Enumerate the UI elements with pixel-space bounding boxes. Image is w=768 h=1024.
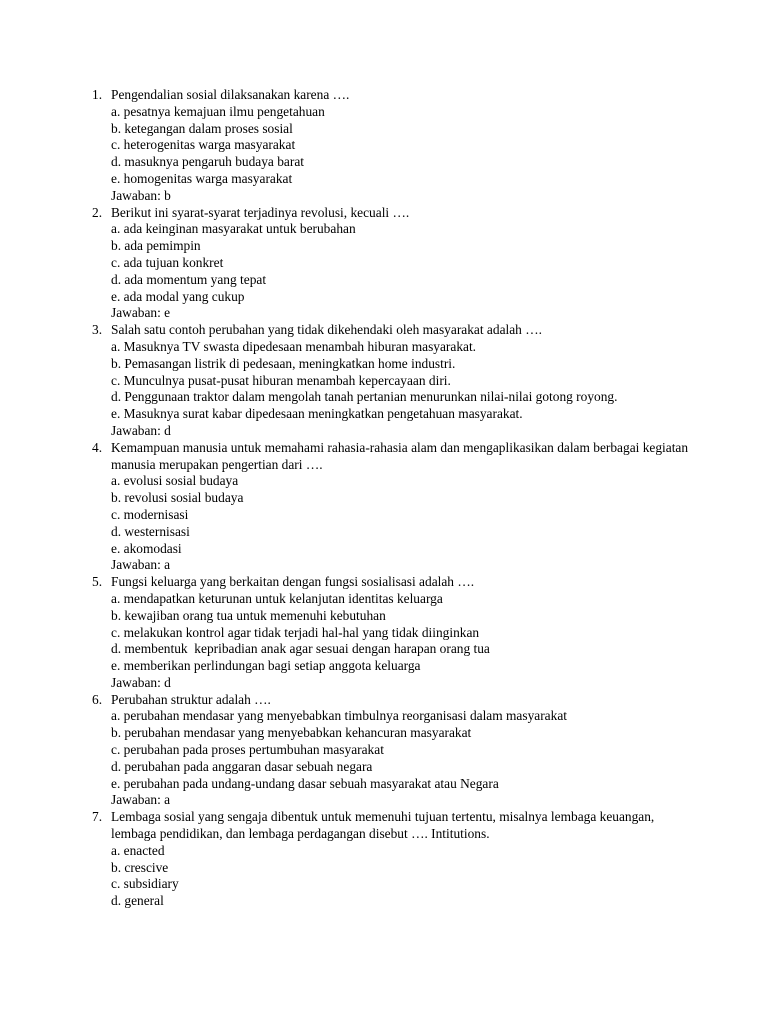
answer-option: b. ketegangan dalam proses sosial: [111, 120, 293, 136]
answer-key: Jawaban: d: [111, 674, 171, 690]
answer-option: d. westernisasi: [111, 523, 190, 539]
question-item: [92, 205, 692, 323]
answer-option: c. Munculnya pusat-pusat hiburan menambah kepercayaan diri.: [111, 372, 451, 388]
question-number: 4.: [92, 439, 103, 455]
answer-key: Jawaban: a: [111, 792, 171, 808]
question-item: [92, 322, 692, 440]
question-list: [92, 87, 692, 910]
answer-option: d. perubahan pada anggaran dasar sebuah negara: [111, 758, 373, 774]
answer-key: Jawaban: a: [111, 557, 171, 573]
answer-option: e. akomodasi: [111, 540, 182, 556]
answer-key: Jawaban: e: [111, 305, 171, 321]
answer-option: a. pesatnya kemajuan ilmu pengetahuan: [111, 103, 325, 119]
answer-option: b. kewajiban orang tua untuk memenuhi kebutuhan: [111, 607, 386, 623]
question-text: Berikut ini syarat-syarat terjadinya revolusi, kecuali ….: [111, 204, 410, 220]
answer-option: a. evolusi sosial budaya: [111, 473, 239, 489]
answer-option: e. memberikan perlindungan bagi setiap anggota keluarga: [111, 658, 421, 674]
question-number: 3.: [92, 322, 103, 338]
answer-option: c. subsidiary: [111, 876, 179, 892]
answer-option: d. ada momentum yang tepat: [111, 271, 267, 287]
question-number: 2.: [92, 204, 103, 220]
answer-option: b. Pemasangan listrik di pedesaan, meningkatkan home industri.: [111, 355, 456, 371]
question-item: [92, 692, 692, 810]
answer-option: c. perubahan pada proses pertumbuhan masyarakat: [111, 742, 384, 758]
question-item: [92, 440, 692, 574]
question-number: 1.: [92, 87, 103, 102]
answer-option: b. ada pemimpin: [111, 238, 201, 254]
question-text: Salah satu contoh perubahan yang tidak dikehendaki oleh masyarakat adalah ….: [111, 322, 542, 338]
answer-option: b. perubahan mendasar yang menyebabkan kehancuran masyarakat: [111, 725, 472, 741]
question-text: Lembaga sosial yang sengaja dibentuk untuk memenuhi tujuan tertentu, misalnya lembaga keuangan, lembaga pendidikan, dan lembaga perdagangan disebut …. Intitutions.: [111, 809, 655, 842]
question-text: Fungsi keluarga yang berkaitan dengan fungsi sosialisasi adalah ….: [111, 574, 475, 590]
answer-option: e. ada modal yang cukup: [111, 288, 245, 304]
answer-option: b. revolusi sosial budaya: [111, 490, 244, 506]
question-number: 5.: [92, 574, 103, 590]
answer-option: c. modernisasi: [111, 506, 189, 522]
question-text: Perubahan struktur adalah ….: [111, 691, 271, 707]
question-text: Kemampuan manusia untuk memahami rahasia-rahasia alam dan mengaplikasikan dalam berbagai kegiatan manusia merupakan pengertian dari ….: [111, 439, 689, 472]
question-item: [92, 87, 692, 205]
question-number: 7.: [92, 809, 103, 825]
answer-option: c. heterogenitas warga masyarakat: [111, 137, 296, 153]
answer-option: d. Penggunaan traktor dalam mengolah tanah pertanian menurunkan nilai-nilai gotong royong.: [111, 389, 618, 405]
question-number: 6.: [92, 691, 103, 707]
question-item: [92, 574, 692, 692]
answer-option: a. enacted: [111, 842, 165, 858]
answer-option: d. general: [111, 893, 164, 909]
question-text: Pengendalian sosial dilaksanakan karena ….: [111, 87, 350, 102]
answer-key: Jawaban: d: [111, 422, 171, 438]
answer-option: c. melakukan kontrol agar tidak terjadi hal-hal yang tidak diinginkan: [111, 624, 480, 640]
answer-option: a. ada keinginan masyarakat untuk berubahan: [111, 221, 356, 237]
answer-option: d. masuknya pengaruh budaya barat: [111, 154, 304, 170]
answer-key: Jawaban: b: [111, 187, 171, 203]
answer-option: e. homogenitas warga masyarakat: [111, 170, 293, 186]
answer-option: a. Masuknya TV swasta dipedesaan menambah hiburan masyarakat.: [111, 338, 477, 354]
answer-option: d. membentuk kepribadian anak agar sesuai dengan harapan orang tua: [111, 641, 490, 657]
answer-option: a. mendapatkan keturunan untuk kelanjutan identitas keluarga: [111, 590, 443, 606]
answer-option: b. crescive: [111, 859, 169, 875]
answer-option: e. perubahan pada undang-undang dasar sebuah masyarakat atau Negara: [111, 775, 499, 791]
question-item: [92, 809, 692, 910]
answer-option: a. perubahan mendasar yang menyebabkan timbulnya reorganisasi dalam masyarakat: [111, 708, 567, 724]
answer-option: c. ada tujuan konkret: [111, 254, 224, 270]
answer-option: e. Masuknya surat kabar dipedesaan meningkatkan pengetahuan masyarakat.: [111, 406, 523, 422]
